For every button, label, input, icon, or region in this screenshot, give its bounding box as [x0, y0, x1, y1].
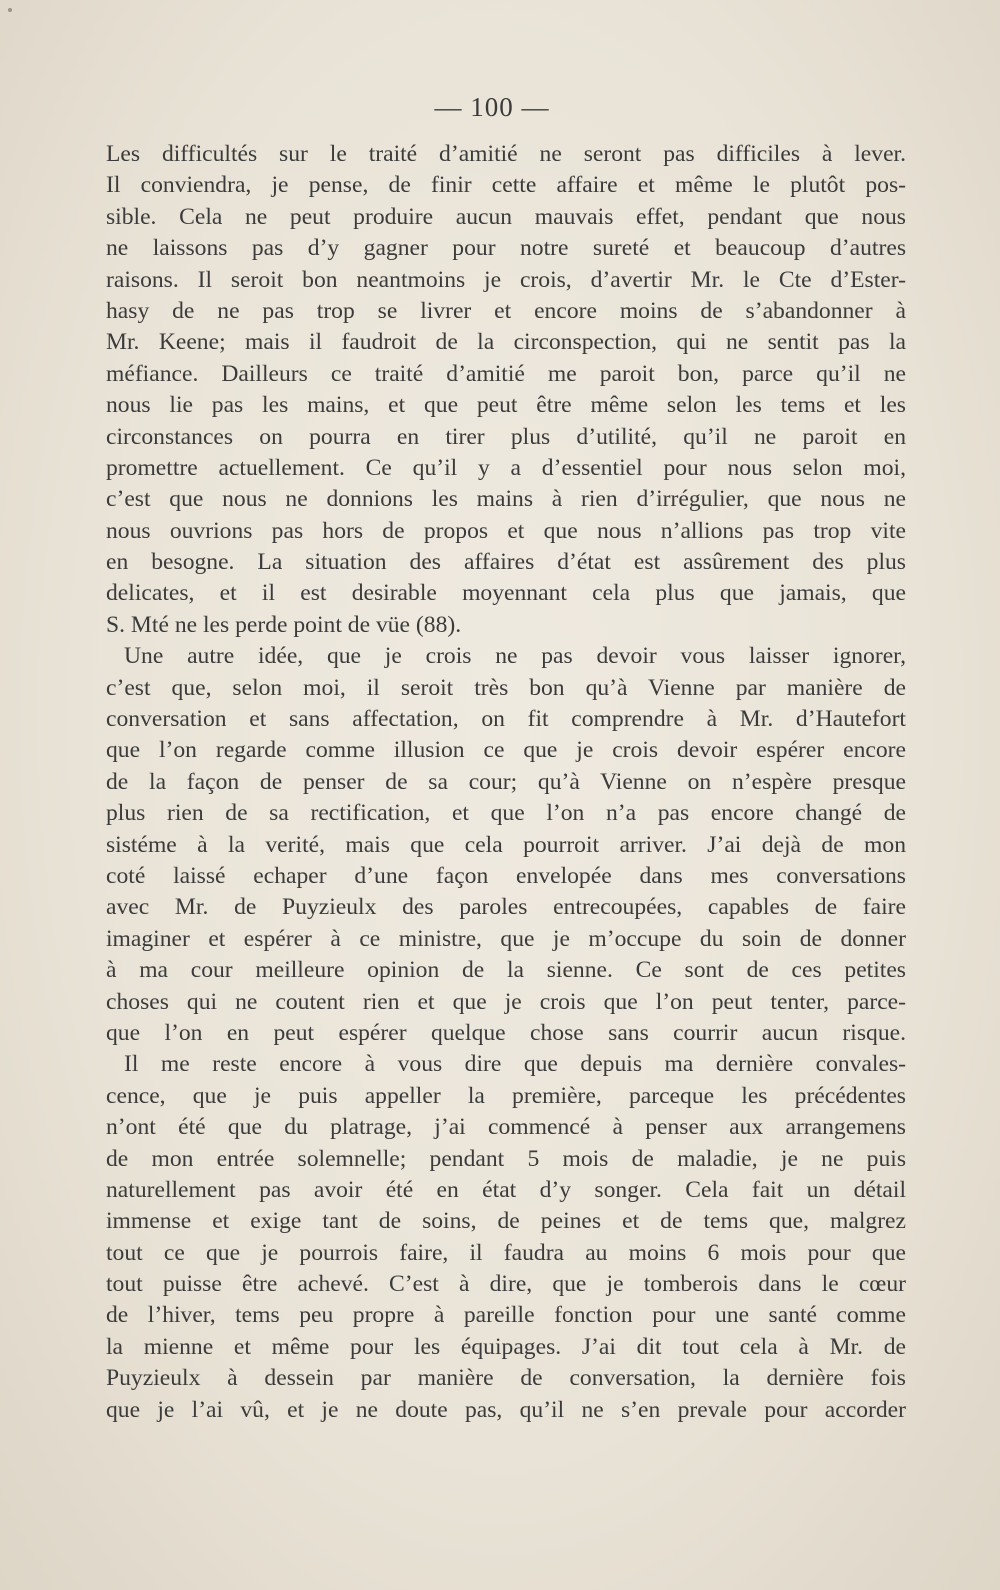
text-line: Mr. Keene; mais il faudroit de la circonspection, qui ne sentit pas la	[106, 329, 906, 356]
text-line: Les difficultés sur le traité d’amitié ne seront pas difficiles à lever.	[106, 141, 906, 167]
text-line: promettre actuellement. Ce qu’il y a d’essentiel pour nous selon moi,	[106, 454, 906, 481]
text-line: de la façon de penser de sa cour; qu’à Vienne on n’espère presque	[106, 768, 906, 795]
text-line: ne laissons pas d’y gagner pour notre sureté et beaucoup d’autres	[106, 235, 906, 262]
text-line: en besogne. La situation des affaires d’état est assûrement des plus	[106, 549, 906, 576]
text-line: choses qui ne coutent rien et que je crois que l’on peut tenter, parce-	[106, 988, 906, 1015]
text-line: immense et exige tant de soins, de peines et de tems que, malgrez	[106, 1208, 906, 1235]
text-line: S. Mté ne les perde point de vüe (88).	[106, 611, 462, 638]
text-line: que l’on en peut espérer quelque chose sans courrir aucun risque.	[106, 1019, 906, 1046]
text-line: Il me reste encore à vous dire que depuis ma dernière convales-	[124, 1051, 906, 1078]
text-line: Une autre idée, que je crois ne pas devoir vous laisser ignorer,	[124, 643, 906, 670]
text-line: imaginer et espérer à ce ministre, que je m’occupe du soin de donner	[106, 925, 906, 952]
text-line: nous ouvrions pas hors de propos et que nous n’allions pas trop vite	[106, 517, 906, 544]
body-text	[106, 139, 906, 1426]
text-line: delicates, et il est desirable moyennant cela plus que jamais, que	[106, 580, 906, 607]
text-line: coté laissé echaper d’une façon envelopée dans mes conversations	[106, 862, 906, 889]
text-line: sistéme à la verité, mais que cela pourroit arriver. J’ai dejà de mon	[106, 831, 906, 858]
text-line: circonstances on pourra en tirer plus d’utilité, qu’il ne paroit en	[106, 423, 906, 450]
paper-speck	[8, 8, 12, 12]
text-line: hasy de ne pas trop se livrer et encore moins de s’abandonner à	[106, 297, 906, 324]
text-line: que l’on regarde comme illusion ce que je crois devoir espérer encore	[106, 737, 906, 764]
text-line: raisons. Il seroit bon neantmoins je crois, d’avertir Mr. le Cte d’Ester-	[106, 266, 906, 293]
text-line: c’est que, selon moi, il seroit très bon qu’à Vienne par manière de	[106, 674, 906, 701]
text-line: sible. Cela ne peut produire aucun mauvais effet, pendant que nous	[106, 203, 906, 230]
text-line: avec Mr. de Puyzieulx des paroles entrecoupées, capables de faire	[106, 894, 906, 921]
text-line: conversation et sans affectation, on fit comprendre à Mr. d’Hautefort	[106, 706, 906, 733]
text-line: de l’hiver, tems peu propre à pareille fonction pour une santé comme	[106, 1302, 906, 1329]
text-line: tout puisse être achevé. C’est à dire, que je tomberois dans le cœur	[106, 1271, 906, 1298]
text-line: la mienne et même pour les équipages. J’ai dit tout cela à Mr. de	[106, 1333, 906, 1360]
text-line: plus rien de sa rectification, et que l’on n’a pas encore changé de	[106, 800, 906, 827]
text-line: de mon entrée solemnelle; pendant 5 mois de maladie, je ne puis	[106, 1145, 906, 1172]
text-line: n’ont été que du platrage, j’ai commencé à penser aux arrangemens	[106, 1114, 906, 1141]
text-line: Puyzieulx à dessein par manière de conversation, la dernière fois	[106, 1365, 906, 1392]
text-line: à ma cour meilleure opinion de la sienne. Ce sont de ces petites	[106, 957, 906, 984]
text-line: cence, que je puis appeller la première, parceque les précédentes	[106, 1082, 906, 1109]
text-line: que je l’ai vû, et je ne doute pas, qu’il ne s’en prevale pour accorder	[106, 1396, 906, 1423]
text-line: nous lie pas les mains, et que peut être même selon les tems et les	[106, 392, 906, 419]
text-line: méfiance. Dailleurs ce traité d’amitié me paroit bon, parce qu’il ne	[106, 360, 906, 387]
text-line: Il conviendra, je pense, de finir cette affaire et même le plutôt pos-	[106, 172, 906, 199]
page-number: — 100 —	[434, 92, 550, 122]
text-line: tout ce que je pourrois faire, il faudra au moins 6 mois pour que	[106, 1239, 906, 1266]
text-line: c’est que nous ne donnions les mains à rien d’irrégulier, que nous ne	[106, 486, 906, 513]
text-line: naturellement pas avoir été en état d’y songer. Cela fait un détail	[106, 1176, 906, 1203]
